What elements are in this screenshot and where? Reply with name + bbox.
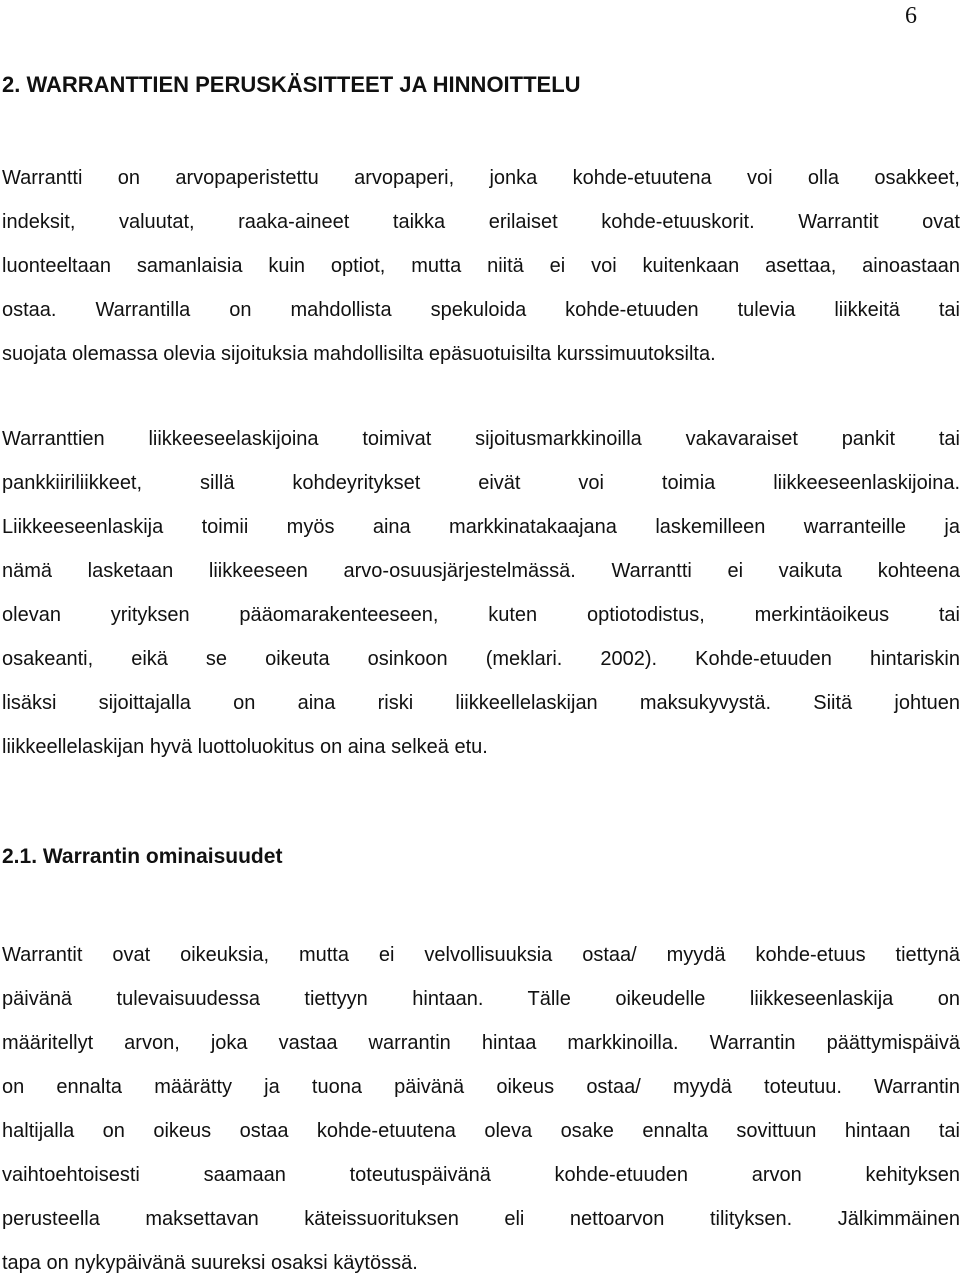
paragraph-line: liikkeellelaskijan hyvä luottoluokitus on aina selkeä etu. bbox=[2, 736, 488, 758]
section-heading: 2.1. Warrantin ominaisuudet bbox=[2, 845, 283, 868]
paragraph-line: tapa on nykypäivänä suureksi osaksi käytössä. bbox=[2, 1252, 418, 1274]
paragraph-line: perusteella maksettavan käteissuorituksen eli nettoarvon tilityksen. Jälkimmäinen bbox=[2, 1208, 960, 1230]
page-number: 6 bbox=[905, 3, 917, 29]
paragraph-line: luonteeltaan samanlaisia kuin optiot, mutta niitä ei voi kuitenkaan asettaa, ainoastaan bbox=[2, 255, 960, 277]
paragraph-line: Warrantti on arvopaperistettu arvopaperi, jonka kohde-etuutena voi olla osakkeet, bbox=[2, 167, 960, 189]
paragraph-line: haltijalla on oikeus ostaa kohde-etuutena oleva osake ennalta sovittuun hintaan tai bbox=[2, 1120, 960, 1142]
paragraph-line: Warranttien liikkeeseelaskijoina toimivat sijoitusmarkkinoilla vakavaraiset pankit tai bbox=[2, 428, 960, 450]
paragraph-line: vaihtoehtoisesti saamaan toteutuspäivänä kohde-etuuden arvon kehityksen bbox=[2, 1164, 960, 1186]
paragraph-line: Liikkeeseenlaskija toimii myös aina markkinatakaajana laskemilleen warranteille ja bbox=[2, 516, 960, 538]
paragraph-warrant-definition bbox=[2, 156, 960, 376]
paragraph-line: suojata olemassa olevia sijoituksia mahdollisilta epäsuotuisilta kurssimuutoksilta. bbox=[2, 343, 716, 365]
paragraph-line: olevan yrityksen pääomarakenteeseen, kuten optiotodistus, merkintäoikeus tai bbox=[2, 604, 960, 626]
paragraph-line: määritellyt arvon, joka vastaa warrantin hintaa markkinoilla. Warrantin päättymispäivä bbox=[2, 1032, 960, 1054]
paragraph-line: pankkiiriliikkeet, sillä kohdeyritykset eivät voi toimia liikkeeseenlaskijoina. bbox=[2, 472, 960, 494]
paragraph-warrant-issuers bbox=[2, 417, 960, 769]
paragraph-line: nämä lasketaan liikkeeseen arvo-osuusjärjestelmässä. Warrantti ei vaikuta kohteena bbox=[2, 560, 960, 582]
paragraph-line: osakeanti, eikä se oikeuta osinkoon (meklari. 2002). Kohde-etuuden hintariskin bbox=[2, 648, 960, 670]
paragraph-warrant-properties bbox=[2, 933, 960, 1285]
chapter-heading: 2. WARRANTTIEN PERUSKÄSITTEET JA HINNOITTELU bbox=[2, 72, 581, 97]
paragraph-line: lisäksi sijoittajalla on aina riski liikkeellelaskijan maksukyvystä. Siitä johtuen bbox=[2, 692, 960, 714]
paragraph-line: päivänä tulevaisuudessa tiettyyn hintaan. Tälle oikeudelle liikkeseenlaskija on bbox=[2, 988, 960, 1010]
paragraph-line: ostaa. Warrantilla on mahdollista spekuloida kohde-etuuden tulevia liikkeitä tai bbox=[2, 299, 960, 321]
paragraph-line: on ennalta määrätty ja tuona päivänä oikeus ostaa/ myydä toteutuu. Warrantin bbox=[2, 1076, 960, 1098]
paragraph-line: Warrantit ovat oikeuksia, mutta ei velvollisuuksia ostaa/ myydä kohde-etuus tiettynä bbox=[2, 944, 960, 966]
paragraph-line: indeksit, valuutat, raaka-aineet taikka erilaiset kohde-etuuskorit. Warrantit ovat bbox=[2, 211, 960, 233]
